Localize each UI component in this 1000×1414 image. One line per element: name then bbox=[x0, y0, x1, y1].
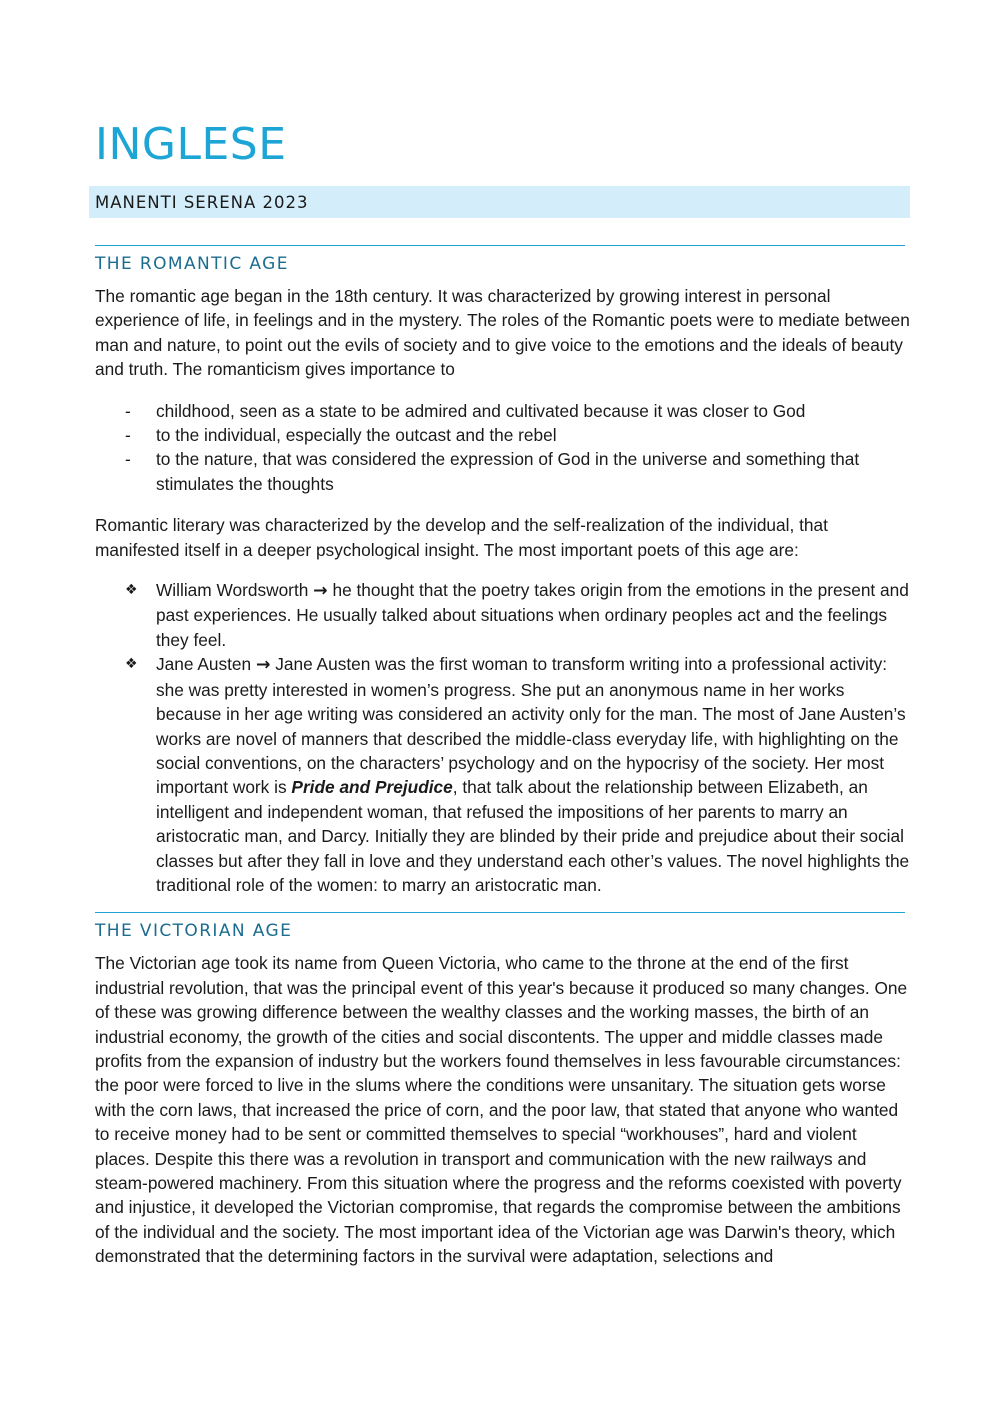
poet-description: he thought that the poetry takes origin from the emotions in the present and past experiences. He usually talked about situations when ordinary peoples act and the feelings they feel. bbox=[156, 580, 909, 650]
romantic-intro-paragraph: The romantic age began in the 18th century. It was characterized by growing interest in personal experience of life, in feelings and in the mystery. The roles of the Romantic poets were to mediate between man and nature, to point out the evils of society and to give voice to the emotions and the ideals of beauty and truth. The romanticism gives importance to bbox=[95, 286, 910, 380]
romantic-literary-paragraph: Romantic literary was characterized by the develop and the self-realization of the individual, that manifested itself in a deeper psychological insight. The most important poets of this age are: bbox=[95, 515, 828, 560]
arrow-right-icon: → bbox=[313, 581, 328, 602]
document-subtitle: MANENTI SERENA 2023 bbox=[95, 192, 309, 212]
romantic-dash-list bbox=[95, 399, 910, 497]
list-item-austen bbox=[95, 652, 910, 897]
diamond-bullet-icon: ❖ bbox=[125, 582, 138, 599]
poet-description-continued: , that talk about the relationship between Elizabeth, an intelligent and independent woman, that refused the impositions of her parents to marry an aristocratic man, and Darcy. Initially they are blinded by their pride and prejudice about their social classes but after they fall in love and they understand each other’s values. The novel highlights the traditional role of the women: to marry an aristocratic man. bbox=[156, 777, 910, 895]
diamond-bullet-icon: ❖ bbox=[125, 656, 138, 673]
list-item bbox=[95, 447, 910, 496]
section-divider bbox=[95, 912, 905, 913]
section-divider bbox=[95, 245, 905, 246]
poets-list bbox=[95, 578, 910, 897]
arrow-right-icon: → bbox=[255, 655, 271, 676]
list-item bbox=[95, 399, 910, 423]
dash-marker: - bbox=[125, 449, 131, 470]
poet-name: William Wordsworth bbox=[156, 580, 309, 601]
list-item-text: childhood, seen as a state to be admired and cultivated because it was closer to God bbox=[156, 400, 806, 421]
list-item-wordsworth bbox=[95, 578, 910, 652]
poet-name: Jane Austen bbox=[156, 654, 252, 675]
poet-description: Jane Austen was the first woman to transform writing into a professional activity: she was pretty interested in women’s progress. She put an anonymous name in her works because in her age writing was considered an activity only for the man. The most of Jane Austen’s works are novel of manners that described the middle-class everyday life, with highlighting on the social conventions, on the characters’ psychology and on the hypocrisy of the society. Her most important work is bbox=[156, 654, 906, 798]
section-heading-victorian: THE VICTORIAN AGE bbox=[95, 921, 293, 942]
list-item bbox=[95, 423, 910, 447]
work-title-emphasis: Pride and Prejudice bbox=[291, 777, 453, 798]
dash-marker: - bbox=[125, 425, 131, 446]
dash-marker: - bbox=[125, 400, 131, 421]
document-page bbox=[95, 118, 910, 1269]
list-item-text: to the individual, especially the outcast and the rebel bbox=[156, 425, 557, 446]
section-heading-romantic: THE ROMANTIC AGE bbox=[95, 254, 289, 274]
document-title: INGLESE bbox=[95, 119, 287, 170]
victorian-paragraph: The Victorian age took its name from Queen Victoria, who came to the throne at the end of the first industrial revolution, that was the principal event of this year's because it produced so many changes. One of these was growing difference between the wealthy classes and the working masses, the birth of an industrial economy, the growth of the cities and social discontents. The upper and middle classes made profits from the expansion of industry but the workers found themselves in less favourable circumstances: the poor were forced to live in the slums where the conditions were unsanitary. The situation gets worse with the corn laws, that increased the price of corn, and the poor law, that stated that anyone who wanted to receive money had to be sent or committed themselves to special “workhouses”, hard and violent places. Despite this there was a revolution in transport and communication with the new railways and steam-powered machinery. From this situation where the progress and the reforms coexisted with poverty and injustice, it developed the Victorian compromise, that regards the compromise between the ambitions of the individual and the society. The most important idea of the Victorian age was Darwin's theory, which demonstrated that the determining factors in the survival were adaptation, selections and bbox=[95, 953, 908, 1267]
list-item-text: to the nature, that was considered the expression of God in the universe and something that stimulates the thoughts bbox=[156, 449, 860, 494]
subtitle-band bbox=[89, 186, 910, 218]
